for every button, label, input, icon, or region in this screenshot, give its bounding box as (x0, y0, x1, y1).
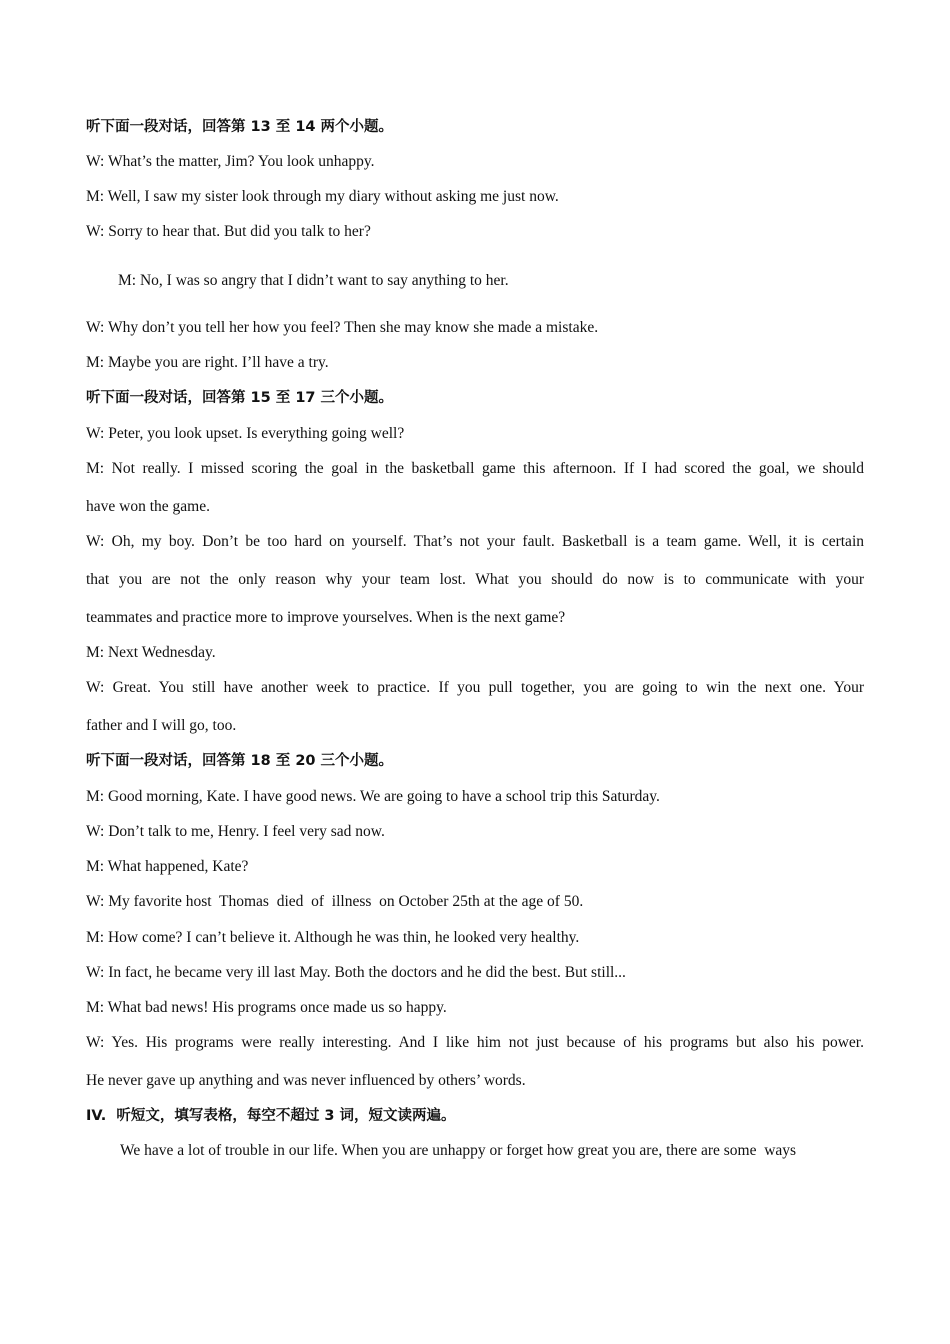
dialog-line: M: Maybe you are right. I’ll have a try. (86, 354, 329, 371)
section-heading-part-iv: IV. 听短文，填写表格，每空不超过 3 词，短文读两遍。 (86, 1108, 456, 1124)
dialog-line: W: Don’t talk to me, Henry. I feel very sad now. (86, 823, 385, 840)
dialog-line: father and I will go, too. (86, 717, 237, 734)
dialog-line: W: Great. You still have another week to practice. If you pull together, you are going to win the next one. Your (86, 679, 864, 696)
dialog-line: have won the game. (86, 498, 210, 515)
dialog-line: W: What’s the matter, Jim? You look unhappy. (86, 153, 375, 170)
dialog-line: M: What happened, Kate? (86, 858, 249, 875)
dialog-line: W: My favorite host Thomas died of illness on October 25th at the age of 50. (86, 893, 584, 910)
dialog-line: that you are not the only reason why your team lost. What you should do now is to communicate with your (86, 571, 864, 588)
dialog-line: M: No, I was so angry that I didn’t want to say anything to her. (118, 272, 509, 289)
dialog-line: W: Peter, you look upset. Is everything going well? (86, 425, 405, 442)
dialog-line: M: Good morning, Kate. I have good news. We are going to have a school trip this Saturday. (86, 788, 660, 805)
dialog-line: M: How come? I can’t believe it. Although he was thin, he looked very healthy. (86, 929, 580, 946)
passage-line: We have a lot of trouble in our life. When you are unhappy or forget how great you are, there are some ways (120, 1142, 797, 1159)
dialog-line: M: Next Wednesday. (86, 644, 216, 661)
dialog-line: W: Sorry to hear that. But did you talk to her? (86, 223, 371, 240)
dialog-line: M: What bad news! His programs once made us so happy. (86, 999, 447, 1016)
dialog-line: M: Well, I saw my sister look through my diary without asking me just now. (86, 188, 559, 205)
dialog-line: W: Yes. His programs were really interesting. And I like him not just because of his programs but also his power. (86, 1034, 864, 1051)
dialog-line: W: Oh, my boy. Don’t be too hard on yourself. That’s not your fault. Basketball is a team game. Well, it is certain (86, 533, 864, 550)
dialog-line: W: In fact, he became very ill last May. Both the doctors and he did the best. But still... (86, 964, 626, 981)
section-heading-13-14: 听下面一段对话，回答第 13 至 14 两个小题。 (86, 119, 394, 135)
dialog-line: He never gave up anything and was never influenced by others’ words. (86, 1072, 526, 1089)
dialog-line: W: Why don’t you tell her how you feel? Then she may know she made a mistake. (86, 319, 599, 336)
section-heading-15-17: 听下面一段对话，回答第 15 至 17 三个小题。 (86, 390, 394, 406)
dialog-line: M: Not really. I missed scoring the goal in the basketball game this afternoon. If I had scored the goal, we should (86, 460, 864, 477)
dialog-line: teammates and practice more to improve yourselves. When is the next game? (86, 609, 566, 626)
section-heading-18-20: 听下面一段对话，回答第 18 至 20 三个小题。 (86, 753, 394, 769)
